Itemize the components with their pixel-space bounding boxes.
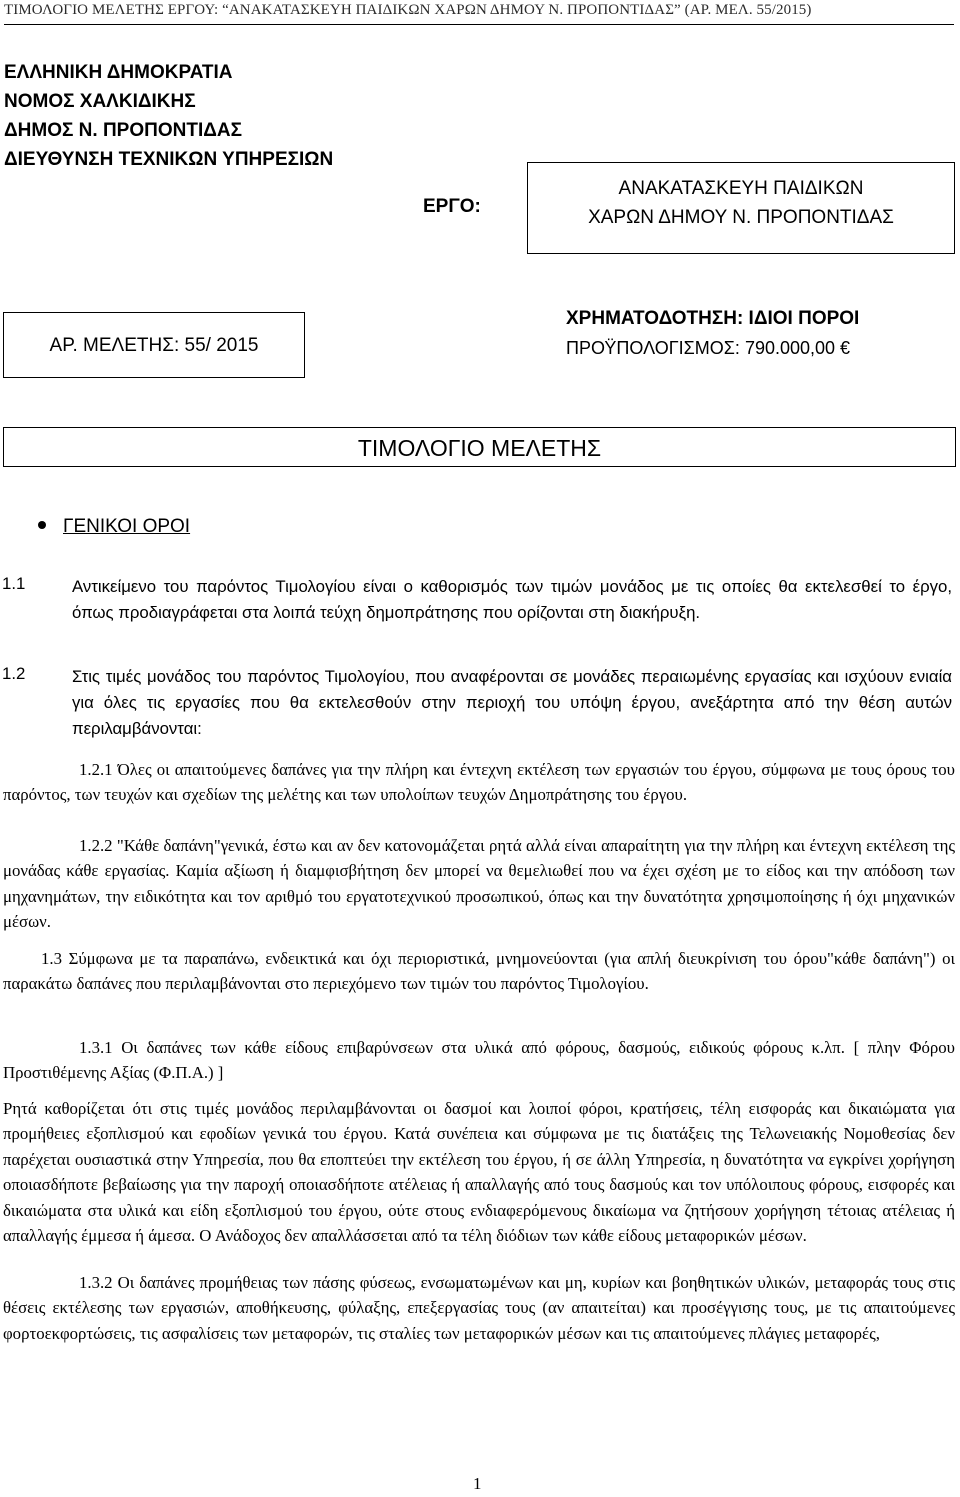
authority-line: ΔΙΕΥΘΥΝΣΗ ΤΕΧΝΙΚΩΝ ΥΠΗΡΕΣΙΩΝ [4, 149, 334, 170]
clause-1-3-1: 1.3.1 Οι δαπάνες των κάθε είδους επιβαρύνσεων στα υλικά από φόρους, δασμούς, ειδικούς φόρους κ.λπ. [ πλην Φόρου Προστιθέμενης Αξίας (Φ.Π.Α.) ] [3, 1038, 955, 1083]
study-number-box: ΑΡ. ΜΕΛΕΤΗΣ: 55/ 2015 [3, 312, 305, 378]
clause-number: 1.1 [2, 574, 26, 593]
project-name-line: ΧΑΡΩΝ ΔΗΜΟΥ Ν. ΠΡΟΠΟΝΤΙΔΑΣ [588, 207, 894, 228]
clause-1-2: Στις τιμές μονάδος του παρόντος Τιμολογίου, που αναφέρονται σε μονάδες περαιωμένης εργασίας και ισχύουν ενιαία για όλες τις εργασίες που θα εκτελεσθούν στην περιοχή του υπόψη έργου, ανεξάρτητα από την θέση αυτών περιλαμβάνονται: [72, 667, 952, 738]
budget-label: ΠΡΟΫΠΟΛΟΓΙΣΜΟΣ: [566, 338, 740, 358]
section-title: ΓΕΝΙΚΟΙ ΟΡΟΙ [63, 516, 191, 537]
budget-amount: 790.000,00 € [744, 338, 851, 358]
project-name-box [527, 162, 955, 254]
running-header: ΤΙΜΟΛΟΓΙΟ ΜΕΛΕΤΗΣ ΕΡΓΟΥ: “ΑΝΑΚΑΤΑΣΚΕΥΗ ΠΑΙΔΙΚΩΝ ΧΑΡΩΝ ΔΗΜΟΥ Ν. ΠΡΟΠΟΝΤΙΔΑΣ” (ΑΡ. ΜΕΛ. 55/2015) [4, 2, 812, 18]
clause-1-1: Αντικείμενο του παρόντος Τιμολογίου είναι ο καθορισμός των τιμών μονάδος με τις οποίες θα εκτελεσθεί το έργο, όπως προδιαγράφεται στα λοιπά τεύχη δημοπράτησης που ορίζονται στη διακήρυξη. [72, 577, 952, 622]
clause-1-3: 1.3 Σύμφωνα με τα παραπάνω, ενδεικτικά και όχι περιοριστικά, μνημονεύονται (για απλή διευκρίνιση του όρου"κάθε δαπάνη") οι παρακάτω δαπάνες που περιλαμβάνονται στο περιεχόμενο των τιμών του παρόντος Τιμολογίου. [3, 949, 955, 994]
budget-line [566, 338, 850, 359]
clause-1-2-1: 1.2.1 Όλες οι απαιτούμενες δαπάνες για την πλήρη και έντεχνη εκτέλεση των εργασιών του έργου, σύμφωνα με τους όρους του παρόντος, των τευχών και σχεδίων της μελέτης και των υπολοίπων τευχών Δημοπράτησης του έργου. [3, 760, 955, 805]
clause-number: 1.2 [2, 664, 26, 683]
authority-line: ΕΛΛΗΝΙΚΗ ΔΗΜΟΚΡΑΤΙΑ [4, 62, 233, 83]
page-number: 1 [473, 1474, 482, 1493]
header-rule [4, 24, 954, 25]
project-name-line: ΑΝΑΚΑΤΑΣΚΕΥΗ ΠΑΙΔΙΚΩΝ [618, 178, 864, 199]
section-heading [38, 516, 190, 538]
clause-1-2-2: 1.2.2 "Κάθε δαπάνη"γενικά, έστω και αν δεν κατονομάζεται ρητά αλλά είναι απαραίτητη για την πλήρη και έντεχνη εκτέλεση της μονάδας κάθε εργασίας. Καμία αξίωση ή διαμφισβήτηση δεν μπορεί να θεμελιωθεί που να έχει σχέση με το είδος και την απόδοση των μηχανημάτων, την ειδικότητα και τον αριθμό του εργατοτεχνικού προσωπικού, όπως και την δυνατότητα χρησιμοποίησης ή όχι μηχανικών μέσων. [3, 836, 955, 932]
taxes-paragraph: Ρητά καθορίζεται ότι στις τιμές μονάδος περιλαμβάνονται οι δασμοί και λοιποί φόροι, κρατήσεις, τέλη εισφοράς και δικαιώματα για προμήθειες εξοπλισμού και εφοδίων γενικά του έργου. Κατά συνέπεια και σύμφωνα με τις διατάξεις της Τελωνειακής Νομοθεσίας δεν παρέχεται ουσιαστικά στην Υπηρεσία, που θα εποπτεύει την εκτέλεση του έργου, ή σε άλλη Υπηρεσία, η δυνατότητα να εγκρίνει χορήγηση οποιασδήποτε βεβαίωσης για την παροχή οποιασδήποτε ατέλειας ή απαλλαγής από τους δασμούς και τον υπόλοιπους φόρους, εισφορές και δικαιώματα στα υλικά και είδη εξοπλισμού του έργου, ούτε στους ενδιαφερόμενους δικαίωμα να ζητήσουν χορήγηση τέτοιας ατέλειας ή απαλλαγής έμμεσα ή άμεσα. Ο Ανάδοχος δεν απαλλάσσεται από τα τέλη διόδιων των κάθε είδους μεταφορικών μέσων. [3, 1099, 955, 1246]
bullet-icon [38, 521, 46, 529]
clause-1-3-2: 1.3.2 Οι δαπάνες προμήθειας των πάσης φύσεως, ενσωματωμένων και μη, κυρίων και βοηθητικών υλικών, μεταφοράς τους στις θέσεις εκτέλεσης των εργασιών, αποθήκευσης, φύλαξης, επεξεργασίας τους (αν απαιτείται) και προσέγγισης τους, με τις απαιτούμενες φορτοεκφορτώσεις, τις ασφαλίσεις των μεταφορών, τις σταλίες των μεταφορικών μέσων και τις απαιτούμενες πλάγιες μεταφορές, [3, 1273, 955, 1343]
funding-line: ΧΡΗΜΑΤΟΔΟΤΗΣΗ: ΙΔΙΟΙ ΠΟΡΟΙ [566, 308, 860, 329]
document-title: ΤΙΜΟΛΟΓΙΟ ΜΕΛΕΤΗΣ [3, 427, 956, 467]
authority-line: ΝΟΜΟΣ ΧΑΛΚΙΔΙΚΗΣ [4, 91, 196, 112]
project-label: ΕΡΓΟ: [423, 196, 481, 217]
authority-line: ΔΗΜΟΣ Ν. ΠΡΟΠΟΝΤΙΔΑΣ [4, 120, 243, 141]
authority-block [4, 58, 333, 174]
